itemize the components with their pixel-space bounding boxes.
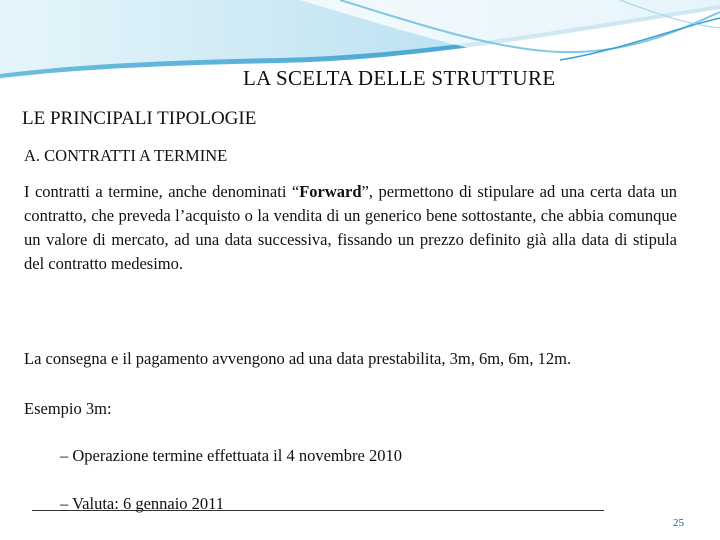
delivery-text: La consegna e il pagamento avvengono ad una data prestabilita, 3m, 6m, 6m, 12m. [24,349,572,368]
section-heading: A. CONTRATTI A TERMINE [24,146,228,165]
page-number: 25 [673,517,684,529]
definition-paragraph [24,180,677,276]
example-label: Esempio 3m: [24,399,112,418]
slide-subtitle: LE PRINCIPALI TIPOLOGIE [22,108,257,129]
slide-title: LA SCELTA DELLE STRUTTURE [243,66,556,90]
bullet-item: – Valuta: 6 gennaio 2011 [60,494,225,513]
paragraph-bold-term: Forward [299,182,362,201]
footer-divider [32,510,604,511]
paragraph-text-before: I contratti a termine, anche denominati “ [24,182,300,201]
bullet-item: – Operazione termine effettuata il 4 novembre 2010 [60,446,402,465]
paragraph-text-after: ”, permettono di stipulare ad una certa data un contratto, che preveda l’acquisto o la vendita di un generico bene sottostante, che abbia comunque un valore di mercato, ad una data successiva, fissando un prezzo definito già alla data di stipula del contratto medesimo. [24,182,678,273]
